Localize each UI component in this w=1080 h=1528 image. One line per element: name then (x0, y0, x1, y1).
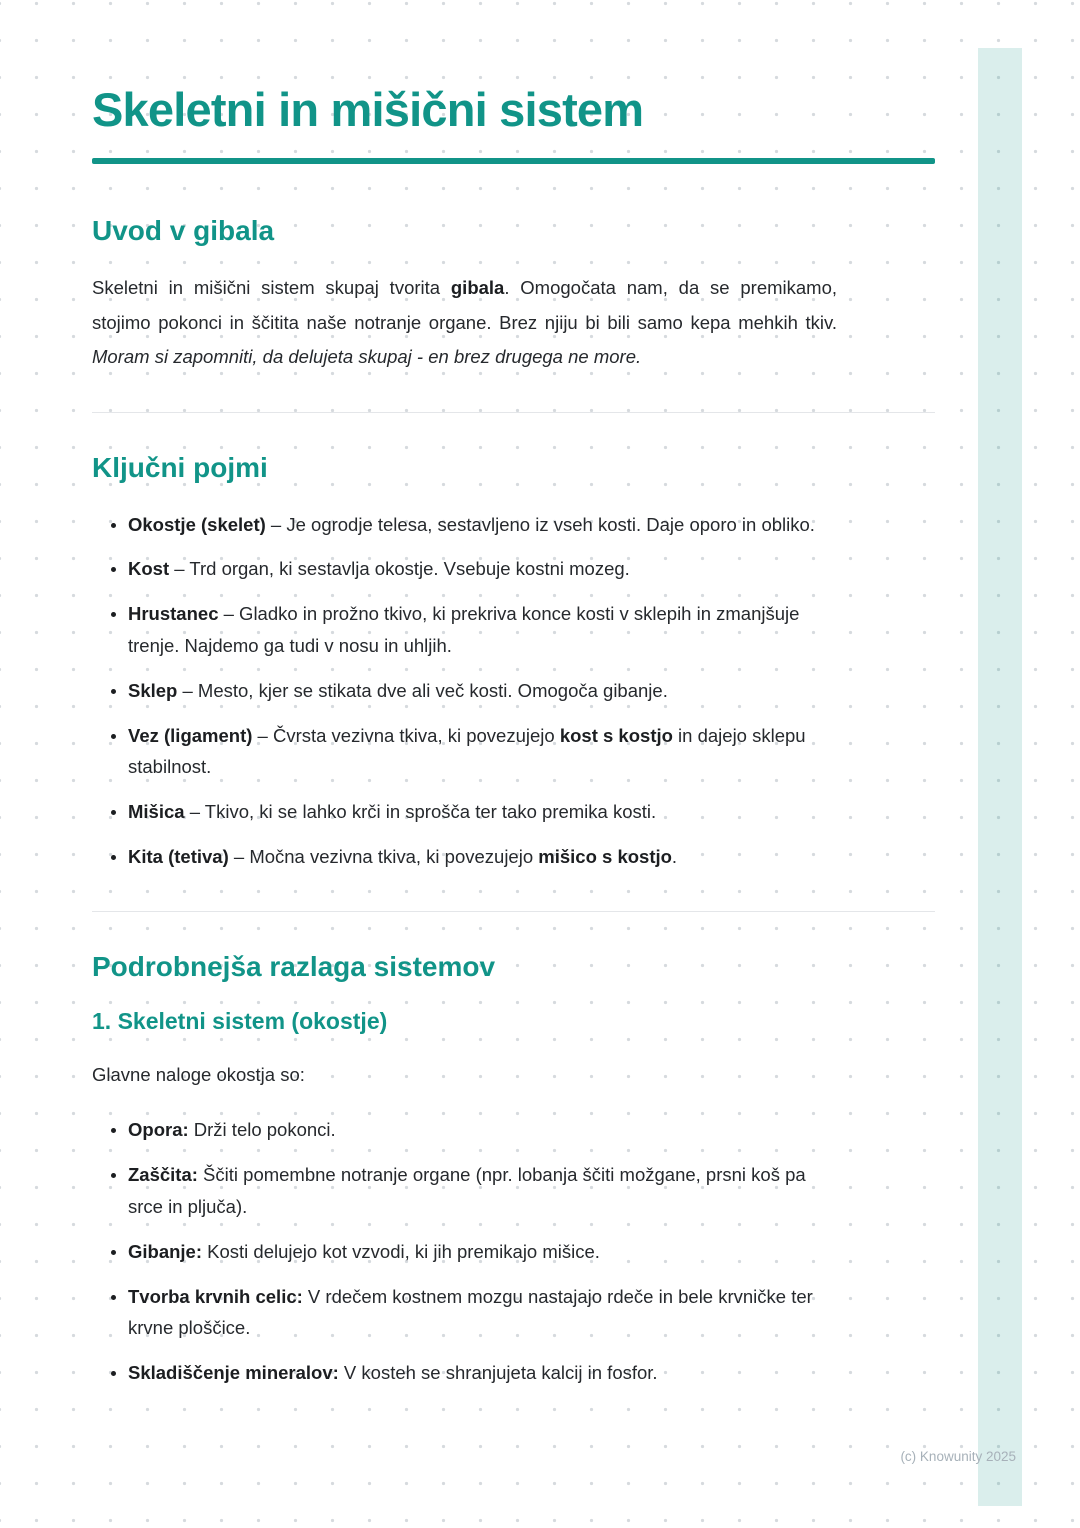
text-run: V rdečem kostnem mozgu nastajajo rdeče in bele krvničke ter krvne ploščice. (128, 1285, 813, 1339)
watermark: (c) Knowunity 2025 (900, 1449, 1016, 1464)
skeletal-subheading: 1. Skeletni sistem (okostje) (92, 1008, 388, 1035)
section-divider (92, 412, 935, 413)
text-run: Ščiti pomembne notranje organe (npr. lobanja ščiti možgane, prsni koš pa srce in pljuča). (128, 1164, 806, 1218)
intro-paragraph (92, 271, 837, 374)
list-item (128, 1159, 832, 1223)
text-run: Sklep (128, 679, 178, 701)
skeletal-lead: Glavne naloge okostja so: (92, 1064, 305, 1086)
text-run: Hrustanec (128, 603, 219, 625)
text-run: Mišica (128, 801, 185, 823)
text-run: Skladiščenje mineralov: (128, 1362, 339, 1384)
text-run: Drži telo pokonci. (188, 1119, 336, 1141)
text-run: – Čvrsta vezivna tkiva, ki povezujejo (252, 724, 560, 746)
key-terms-list (92, 509, 832, 873)
list-item (128, 675, 832, 707)
list-item (128, 598, 832, 662)
text-run: Moram si zapomniti, da delujeta skupaj - en brez drugega ne more. (92, 345, 642, 367)
list-item (128, 1357, 832, 1389)
list-item (128, 509, 832, 541)
text-run: – Je ogrodje telesa, sestavljeno iz vseh kosti. Daje oporo in obliko. (265, 513, 815, 535)
text-run: in dajejo sklepu stabilnost. (128, 724, 806, 778)
text-run: – Trd organ, ki sestavlja okostje. Vsebuje kostni mozeg. (169, 558, 630, 580)
title-underline (92, 158, 935, 164)
list-item (128, 553, 832, 585)
text-run: Vez (ligament) (128, 724, 253, 746)
list-item (128, 1236, 832, 1268)
text-run: mišico s kostjo (538, 846, 672, 868)
text-run: Kosti delujejo kot vzvodi, ki jih premikajo mišice. (202, 1240, 600, 1262)
text-run: gibala (450, 277, 505, 299)
section-detail (92, 950, 935, 1389)
text-run: – Mesto, kjer se stikata dve ali več kosti. Omogoča gibanje. (177, 679, 668, 701)
intro-heading: Uvod v gibala (92, 214, 275, 246)
text-run: Kita (tetiva) (128, 846, 229, 868)
list-item (128, 720, 832, 784)
section-key-terms (92, 451, 935, 873)
text-run: Opora: (128, 1119, 189, 1141)
text-run: Kost (128, 558, 170, 580)
key-terms-heading: Ključni pojmi (92, 451, 268, 483)
text-run: Tvorba krvnih celic: (128, 1285, 303, 1307)
text-run: Skeletni in mišični sistem skupaj tvorita (92, 277, 451, 299)
text-run: kost s kostjo (559, 724, 673, 746)
list-item (128, 796, 832, 828)
detail-heading: Podrobnejša razlaga sistemov (92, 950, 496, 982)
text-run: . (671, 846, 678, 868)
text-run: Zaščita: (128, 1164, 198, 1186)
list-item (128, 1281, 832, 1345)
list-item (128, 1114, 832, 1146)
section-divider (92, 911, 935, 912)
list-item (128, 841, 832, 873)
text-run: V kosteh se shranjujeta kalcij in fosfor. (338, 1362, 658, 1384)
skeletal-functions-list (92, 1114, 832, 1389)
page-title: Skeletni in mišični sistem (92, 83, 644, 136)
section-intro (92, 214, 935, 374)
text-run: . Omogočata nam, da se premikamo, stojimo pokonci in ščitita naše notranje organe. Brez njiju bi bili samo kepa mehkih tkiv. (92, 277, 838, 333)
text-run: Gibanje: (128, 1240, 203, 1262)
text-run: – Močna vezivna tkiva, ki povezujejo (228, 846, 539, 868)
text-run: – Tkivo, ki se lahko krči in sprošča ter tako premika kosti. (184, 801, 657, 823)
text-run: Okostje (skelet) (128, 513, 266, 535)
text-run: – Gladko in prožno tkivo, ki prekriva konce kosti v sklepih in zmanjšuje trenje. Najdemo ga tudi v nosu in uhljih. (128, 603, 800, 656)
